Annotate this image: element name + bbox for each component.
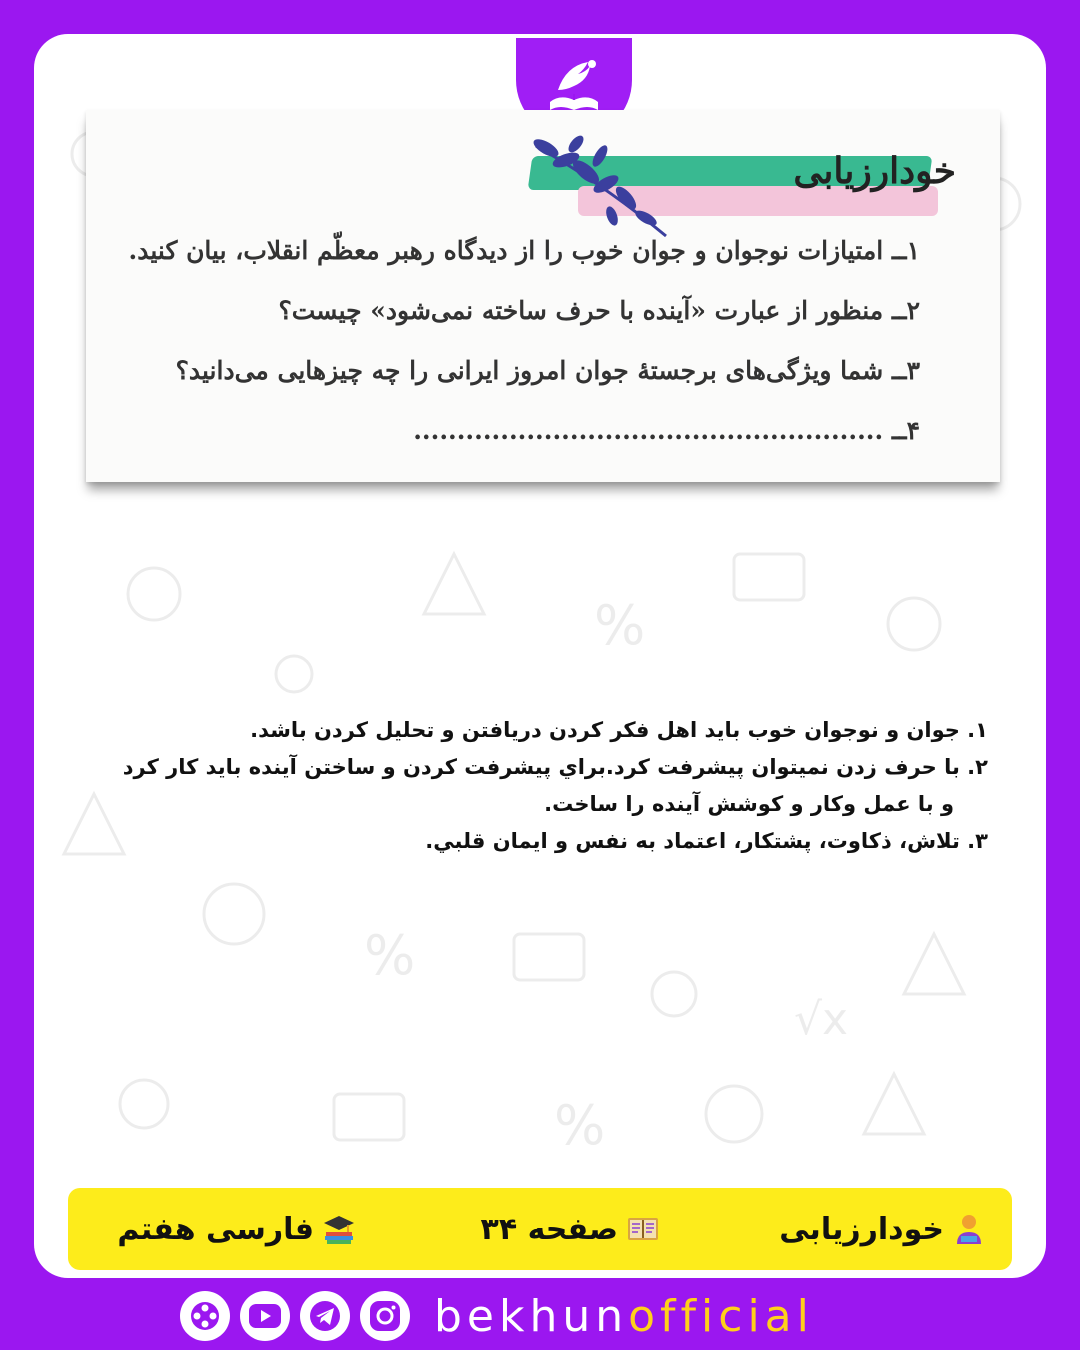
- page-item: [481, 1188, 660, 1270]
- answer-1: ۱. جوان و نوجوان خوب باید اهل فکر کردن دریافتن و تحلیل کردن باشد.: [250, 718, 988, 742]
- answer-3: ۳. تلاش، ذکاوت، پشتکار، اعتماد به نفس و ایمان قلبي.: [425, 829, 988, 853]
- svg-text:%: %: [554, 1094, 606, 1157]
- svg-text:%: %: [594, 594, 646, 657]
- info-bar: [68, 1188, 1012, 1270]
- scan-question-1: ۱ــ امتیازات نوجوان و جوان خوب را از دیدگاه رهبر معظّم انقلاب، بیان کنید.: [128, 236, 920, 265]
- scan-question-4: ۴ــ ......................................................: [413, 416, 920, 445]
- content-card: [34, 34, 1046, 1278]
- answer-2-continued: و با عمل وکار و کوشش آینده را ساخت.: [544, 792, 954, 816]
- answers-block: [70, 712, 988, 860]
- brand-part-2: official: [628, 1290, 814, 1342]
- instagram-icon[interactable]: [360, 1291, 410, 1341]
- topic-label: خودارزیابی: [779, 1211, 944, 1247]
- subject-item: [117, 1188, 356, 1270]
- answer-2: ۲. با حرف زدن نمیتوان پیشرفت کرد.براي پیشرفت کردن و ساختن آینده باید کار کرد: [122, 755, 988, 779]
- graduation-cap-books-icon: [322, 1212, 356, 1246]
- svg-text:%: %: [364, 924, 416, 987]
- teacher-icon: [952, 1212, 986, 1246]
- page-label: صفحه ۳۴: [480, 1211, 618, 1247]
- topic-item: [779, 1188, 986, 1270]
- subject-label: فارسی هفتم: [117, 1211, 314, 1247]
- flower-sprig-icon: [516, 126, 686, 246]
- brand-name[interactable]: [434, 1291, 814, 1342]
- open-book-icon: [626, 1212, 660, 1246]
- scan-question-2: ۲ــ منظور از عبارت «آینده با حرف ساخته نمی‌شود» چیست؟: [278, 296, 920, 325]
- scan-question-3: ۳ــ شما ویژگی‌های برجستهٔ جوان امروز ایرانی را چه چیزهایی می‌دانید؟: [175, 356, 920, 385]
- social-footer: [180, 1286, 900, 1346]
- youtube-icon[interactable]: [240, 1291, 290, 1341]
- brand-part-1: bekhun: [434, 1290, 629, 1342]
- textbook-excerpt: [86, 110, 1000, 482]
- scan-title: خودارزیابی: [793, 150, 956, 192]
- film-reel-icon[interactable]: [180, 1291, 230, 1341]
- svg-text:√x: √x: [794, 994, 849, 1045]
- telegram-icon[interactable]: [300, 1291, 350, 1341]
